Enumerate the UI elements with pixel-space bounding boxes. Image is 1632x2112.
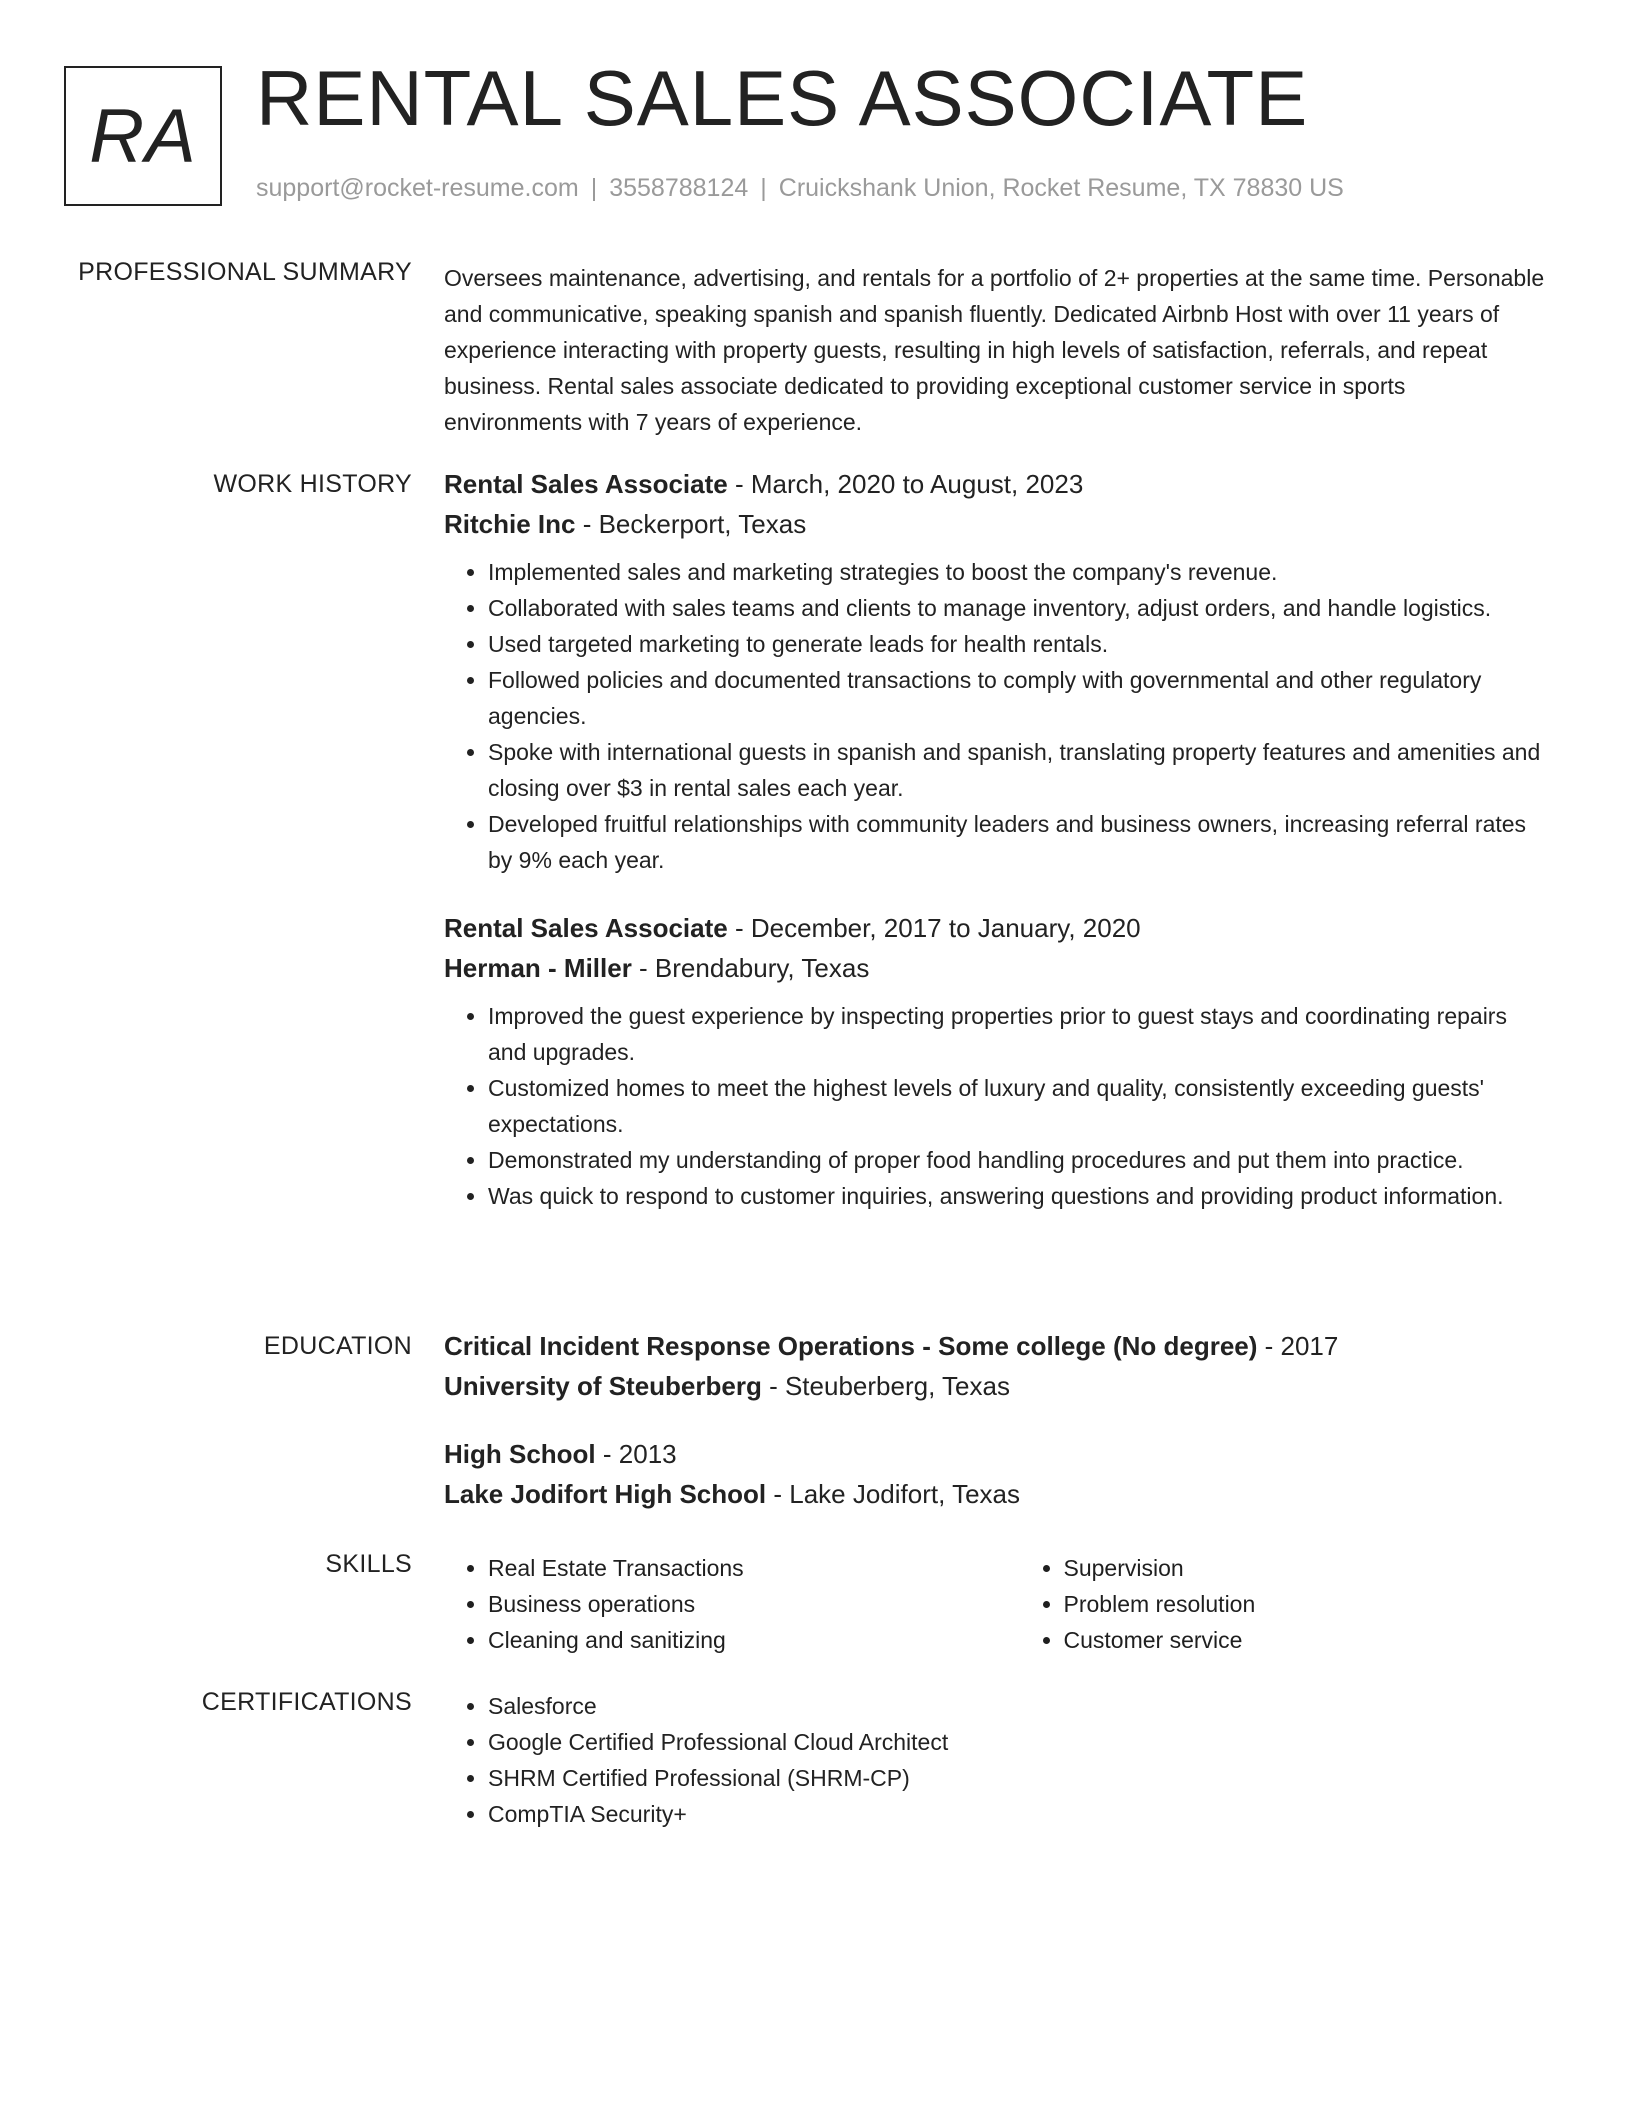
- school-name: University of Steuberberg: [444, 1371, 762, 1401]
- list-item: • Google Certified Professional Cloud Architect: [488, 1724, 1548, 1760]
- school-line: [444, 1366, 1548, 1406]
- job-dates: - March, 2020 to August, 2023: [727, 469, 1084, 499]
- section-title-certifications: CERTIFICATIONS: [201, 1688, 412, 1716]
- education-entry: [444, 1434, 1548, 1514]
- page-title: RENTAL SALES ASSOCIATE: [256, 54, 1309, 142]
- job-title-line: [444, 464, 1548, 504]
- list-item: • Business operations: [488, 1586, 973, 1622]
- skills-body: [444, 1550, 1548, 1658]
- job-company: Ritchie Inc: [444, 509, 576, 539]
- job-entry: [444, 908, 1548, 1214]
- school-location: - Lake Jodifort, Texas: [766, 1479, 1021, 1509]
- work-body: [444, 464, 1548, 1214]
- list-item: • Followed policies and documented transactions to comply with governmental and other regulatory agencies.: [488, 662, 1548, 734]
- summary-body: [444, 260, 1548, 440]
- section-title-work: WORK HISTORY: [213, 470, 412, 498]
- skills-column: [1020, 1550, 1549, 1658]
- job-location: - Brendabury, Texas: [631, 953, 870, 983]
- job-company-line: [444, 504, 1548, 544]
- separator: |: [760, 174, 767, 202]
- list-item: • Cleaning and sanitizing: [488, 1622, 973, 1658]
- section-title-summary: PROFESSIONAL SUMMARY: [78, 258, 412, 286]
- job-bullets: [444, 998, 1548, 1214]
- list-item: • Implemented sales and marketing strategies to boost the company's revenue.: [488, 554, 1548, 590]
- degree-name: High School: [444, 1439, 596, 1469]
- degree-line: [444, 1326, 1548, 1366]
- job-company-line: [444, 948, 1548, 988]
- phone-text: 3558788124: [609, 174, 749, 202]
- job-bullets: [444, 554, 1548, 878]
- list-item: • CompTIA Security+: [488, 1796, 1548, 1832]
- list-item: • Supervision: [1064, 1550, 1549, 1586]
- list-item: • Problem resolution: [1064, 1586, 1549, 1622]
- degree-name: Critical Incident Response Operations - Some college (No degree): [444, 1331, 1258, 1361]
- school-location: - Steuberberg, Texas: [761, 1371, 1010, 1401]
- job-company: Herman - Miller: [444, 953, 632, 983]
- list-item: • Used targeted marketing to generate leads for health rentals.: [488, 626, 1548, 662]
- degree-year: - 2017: [1257, 1331, 1339, 1361]
- contact-line: [256, 174, 1344, 203]
- list-item: • SHRM Certified Professional (SHRM-CP): [488, 1760, 1548, 1796]
- skills-grid: [444, 1550, 1548, 1658]
- email-text: support@rocket-resume.com: [256, 174, 579, 202]
- school-line: [444, 1474, 1548, 1514]
- skills-column: [444, 1550, 973, 1658]
- list-item: • Collaborated with sales teams and clients to manage inventory, adjust orders, and handle logistics.: [488, 590, 1548, 626]
- separator: |: [590, 174, 598, 202]
- list-item: • Demonstrated my understanding of proper food handling procedures and put them into practice.: [488, 1142, 1548, 1178]
- summary-text: Oversees maintenance, advertising, and rentals for a portfolio of 2+ properties at the same time. Personable and communicative, speaking spanish and spanish fluently. Dedicated Airbnb Host with over 11 years of experience interacting with property guests, resulting in high levels of satisfaction, referrals, and repeat business. Rental sales associate dedicated to providing exceptional customer service in sports environments with 7 years of experience.: [444, 265, 1545, 435]
- section-title-skills: SKILLS: [325, 1550, 412, 1578]
- job-role: Rental Sales Associate: [444, 913, 728, 943]
- certifications-list: [444, 1688, 1548, 1832]
- address-text: Cruickshank Union, Rocket Resume, TX 78830 US: [778, 174, 1344, 202]
- monogram: RA: [64, 66, 222, 206]
- list-item: • Was quick to respond to customer inquiries, answering questions and providing product information.: [488, 1178, 1548, 1214]
- list-item: • Improved the guest experience by inspecting properties prior to guest stays and coordinating repairs and upgrades.: [488, 998, 1548, 1070]
- education-body: [444, 1326, 1548, 1514]
- job-title-line: [444, 908, 1548, 948]
- list-item: • Customized homes to meet the highest levels of luxury and quality, consistently exceeding guests' expectations.: [488, 1070, 1548, 1142]
- section-title-education: EDUCATION: [263, 1332, 412, 1360]
- list-item: • Spoke with international guests in spanish and spanish, translating property features and amenities and closing over $3 in rental sales each year.: [488, 734, 1548, 806]
- school-name: Lake Jodifort High School: [444, 1479, 767, 1509]
- job-location: - Beckerport, Texas: [575, 509, 807, 539]
- education-entry: [444, 1326, 1548, 1406]
- list-item: • Customer service: [1064, 1622, 1549, 1658]
- certifications-body: [444, 1688, 1548, 1832]
- list-item: • Developed fruitful relationships with community leaders and business owners, increasing referral rates by 9% each year.: [488, 806, 1548, 878]
- job-role: Rental Sales Associate: [444, 469, 728, 499]
- job-dates: - December, 2017 to January, 2020: [727, 913, 1141, 943]
- degree-line: [444, 1434, 1548, 1474]
- degree-year: - 2013: [595, 1439, 677, 1469]
- job-entry: [444, 464, 1548, 878]
- list-item: • Real Estate Transactions: [488, 1550, 973, 1586]
- list-item: • Salesforce: [488, 1688, 1548, 1724]
